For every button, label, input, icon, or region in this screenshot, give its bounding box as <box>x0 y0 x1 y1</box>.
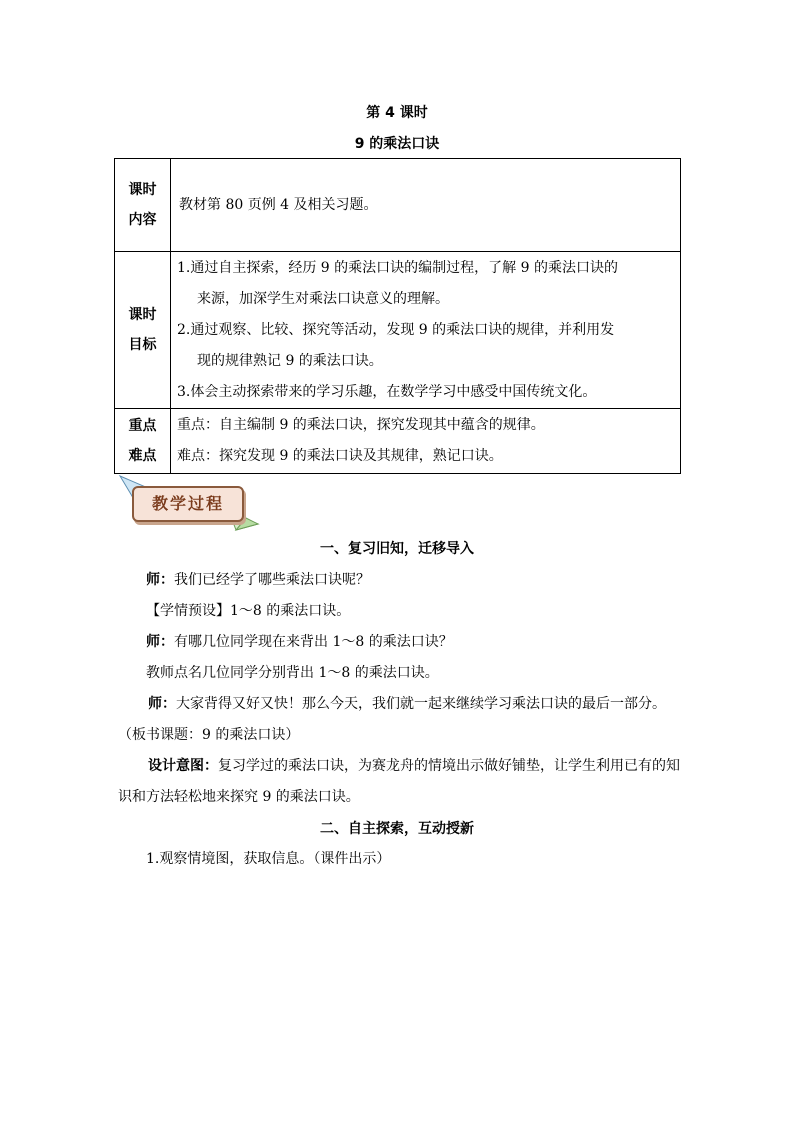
key-line: 难点：探究发现 9 的乘法口诀及其规律，熟记口诀。 <box>177 448 503 464</box>
paragraph-text: 复习学过的乘法口诀，为赛龙舟的情境出示做好铺垫，让学生利用已有的知识和方法轻松地来探究 9 的乘法口诀。 <box>118 758 680 805</box>
lesson-info-table <box>114 158 681 474</box>
section-heading-1: 一、复习旧知，迁移导入 <box>320 541 474 557</box>
table-row <box>115 252 681 409</box>
paragraph <box>146 596 350 627</box>
table-row <box>115 159 681 252</box>
design-intent-label: 设计意图： <box>148 758 218 774</box>
paragraph <box>118 689 683 751</box>
lesson-number: 第 4 课时 <box>366 105 428 121</box>
goal-line: 来源，加深学生对乘法口诀意义的理解。 <box>197 290 449 307</box>
section-heading-2: 二、自主探索，互动授新 <box>320 821 474 837</box>
preset-label: 【学情预设】 <box>146 603 230 619</box>
key-line: 重点：自主编制 9 的乘法口诀，探究发现其中蕴含的规律。 <box>177 417 545 433</box>
keys-header <box>115 409 171 474</box>
keys-header-line1: 重点 <box>128 418 157 434</box>
paragraph-text: 大家背得又好又快！那么今天，我们就一起来继续学习乘法口诀的最后一部分。（板书课题：9 的乘法口诀） <box>118 696 666 743</box>
goal-line: 2.通过观察、比较、探究等活动，发现 9 的乘法口诀的规律，并利用发 <box>177 321 615 338</box>
paragraph-text: 1～8 的乘法口诀。 <box>230 603 351 619</box>
speaker-label: 师： <box>146 634 174 650</box>
content-header <box>115 159 171 252</box>
paragraph-text: 我们已经学了哪些乘法口诀呢？ <box>174 572 370 588</box>
paragraph <box>146 844 390 875</box>
content-header-line2: 内容 <box>128 212 157 228</box>
speaker-label: 师： <box>146 572 174 588</box>
goals-header-line2: 目标 <box>128 337 157 353</box>
paragraph <box>146 658 439 689</box>
goal-line: 1.通过自主探索，经历 9 的乘法口诀的编制过程，了解 9 的乘法口诀的 <box>177 259 618 276</box>
lesson-title: 9 的乘法口诀 <box>354 136 440 152</box>
design-intent-paragraph <box>118 751 683 813</box>
speaker-label: 师： <box>148 696 176 712</box>
paragraph <box>146 565 370 596</box>
content-header-line1: 课时 <box>128 182 157 198</box>
banner-text: 教学过程 <box>151 494 224 513</box>
goals-header <box>115 252 171 409</box>
paragraph-text: 有哪几位同学现在来背出 1～8 的乘法口诀？ <box>174 634 453 650</box>
content-text: 教材第 80 页例 4 及相关习题。 <box>179 196 378 213</box>
keys-header-line2: 难点 <box>128 448 157 464</box>
paragraph <box>146 627 453 658</box>
teaching-process-banner <box>118 474 260 532</box>
paragraph-text: 教师点名几位同学分别背出 1～8 的乘法口诀。 <box>146 665 439 681</box>
table-row <box>115 409 681 474</box>
goals-header-line1: 课时 <box>128 307 157 323</box>
content-cell <box>171 159 681 252</box>
keys-cell <box>171 409 681 474</box>
goal-line: 3.体会主动探索带来的学习乐趣，在数学学习中感受中国传统文化。 <box>177 383 597 400</box>
goal-line: 现的规律熟记 9 的乘法口诀。 <box>197 352 383 369</box>
paragraph-text: 1.观察情境图，获取信息。（课件出示） <box>146 851 391 867</box>
goals-cell <box>171 252 681 409</box>
